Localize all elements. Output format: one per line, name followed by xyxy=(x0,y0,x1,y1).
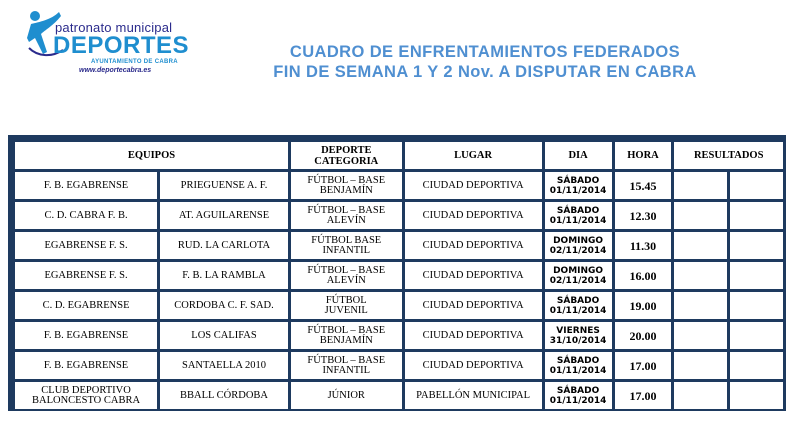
local-team xyxy=(15,382,157,409)
weekday: SÁBADO xyxy=(556,295,600,306)
table-row xyxy=(15,352,783,379)
local-team-line-1: CLUB DEPORTIVO xyxy=(41,384,131,396)
date: 01/11/2014 xyxy=(549,215,607,226)
weekday: SÁBADO xyxy=(556,205,600,216)
result-visitor xyxy=(730,352,783,379)
logo-line-1: patronato municipal xyxy=(55,20,173,35)
sport-category xyxy=(291,292,402,319)
match-day xyxy=(545,292,612,319)
venue: CIUDAD DEPORTIVA xyxy=(405,352,542,379)
result-visitor xyxy=(730,232,783,259)
local-team: F. B. EGABRENSE xyxy=(15,352,157,379)
result-visitor xyxy=(730,262,783,289)
visitor-team: BBALL CÓRDOBA xyxy=(160,382,288,409)
table-row xyxy=(15,382,783,409)
match-day xyxy=(545,382,612,409)
venue: CIUDAD DEPORTIVA xyxy=(405,292,542,319)
sport: FÚTBOL – BASE xyxy=(307,204,386,216)
sport: FÚTBOL – BASE xyxy=(307,324,386,336)
visitor-team: F. B. LA RAMBLA xyxy=(160,262,288,289)
header-lugar: LUGAR xyxy=(405,142,542,169)
result-local xyxy=(674,202,727,229)
logo-line-3: AYUNTAMIENTO DE CABRA xyxy=(91,59,178,65)
local-team: F. B. EGABRENSE xyxy=(15,172,157,199)
result-local xyxy=(674,262,727,289)
match-time: 16.00 xyxy=(615,262,672,289)
result-visitor xyxy=(730,172,783,199)
table-row xyxy=(15,292,783,319)
table-row xyxy=(15,172,783,199)
logo-website: www.deportecabra.es xyxy=(79,67,152,74)
result-local xyxy=(674,232,727,259)
table-row xyxy=(15,322,783,349)
weekday: VIERNES xyxy=(556,325,600,336)
category: BENJAMÍN xyxy=(319,184,373,196)
result-local xyxy=(674,352,727,379)
result-local xyxy=(674,172,727,199)
venue: CIUDAD DEPORTIVA xyxy=(405,172,542,199)
sport-category xyxy=(291,232,402,259)
date: 01/11/2014 xyxy=(549,305,607,316)
weekday: SÁBADO xyxy=(556,175,600,186)
date: 31/10/2014 xyxy=(549,335,607,346)
table-header xyxy=(15,142,783,169)
sport-category xyxy=(291,172,402,199)
match-day xyxy=(545,322,612,349)
local-team: C. D. EGABRENSE xyxy=(15,292,157,319)
result-visitor xyxy=(730,292,783,319)
date: 02/11/2014 xyxy=(549,245,607,256)
category: ALEVÍN xyxy=(326,274,366,286)
local-team: EGABRENSE F. S. xyxy=(15,262,157,289)
weekday: SÁBADO xyxy=(556,355,600,366)
header-categoria-label: CATEGORIA xyxy=(314,155,379,167)
result-local xyxy=(674,382,727,409)
sport: FÚTBOL – BASE xyxy=(307,354,386,366)
visitor-team: PRIEGUENSE A. F. xyxy=(160,172,288,199)
venue: CIUDAD DEPORTIVA xyxy=(405,262,542,289)
visitor-team: LOS CALIFAS xyxy=(160,322,288,349)
table-row xyxy=(15,202,783,229)
header-resultados: RESULTADOS xyxy=(674,142,783,169)
sport-category xyxy=(291,202,402,229)
fixtures-table xyxy=(12,139,786,412)
visitor-team: AT. AGUILARENSE xyxy=(160,202,288,229)
visitor-team: CORDOBA C. F. SAD. xyxy=(160,292,288,319)
match-day xyxy=(545,232,612,259)
table-row xyxy=(15,262,783,289)
sport: JÚNIOR xyxy=(327,389,365,401)
table-row xyxy=(15,232,783,259)
sport-category xyxy=(291,262,402,289)
category: INFANTIL xyxy=(322,244,371,256)
match-day xyxy=(545,262,612,289)
result-local xyxy=(674,292,727,319)
title-line-2: FIN DE SEMANA 1 Y 2 Nov. A DISPUTAR EN CABRA xyxy=(273,63,697,81)
title-line-1: CUADRO DE ENFRENTAMIENTOS FEDERADOS xyxy=(289,43,681,61)
venue: CIUDAD DEPORTIVA xyxy=(405,232,542,259)
sport: FÚTBOL – BASE xyxy=(307,174,386,186)
visitor-team: RUD. LA CARLOTA xyxy=(160,232,288,259)
match-day xyxy=(545,172,612,199)
venue: CIUDAD DEPORTIVA xyxy=(405,322,542,349)
category: JUVENIL xyxy=(324,304,368,316)
header-equipos: EQUIPOS xyxy=(15,142,288,169)
sport: FÚTBOL xyxy=(325,294,367,306)
match-time: 12.30 xyxy=(615,202,672,229)
category: INFANTIL xyxy=(322,364,371,376)
local-team: C. D. CABRA F. B. xyxy=(15,202,157,229)
venue: PABELLÓN MUNICIPAL xyxy=(405,382,542,409)
sport: FÚTBOL – BASE xyxy=(307,264,386,276)
header-hora: HORA xyxy=(615,142,672,169)
date: 02/11/2014 xyxy=(549,275,607,286)
match-time: 20.00 xyxy=(615,322,672,349)
match-day xyxy=(545,352,612,379)
match-time: 19.00 xyxy=(615,292,672,319)
result-visitor xyxy=(730,202,783,229)
local-team: F. B. EGABRENSE xyxy=(15,322,157,349)
sport: FÚTBOL BASE xyxy=(311,234,382,246)
header-dia: DIA xyxy=(545,142,612,169)
venue: CIUDAD DEPORTIVA xyxy=(405,202,542,229)
result-visitor xyxy=(730,382,783,409)
category: BENJAMÍN xyxy=(319,334,373,346)
date: 01/11/2014 xyxy=(549,365,607,376)
page-title xyxy=(220,42,750,82)
match-time: 17.00 xyxy=(615,352,672,379)
local-team: EGABRENSE F. S. xyxy=(15,232,157,259)
date: 01/11/2014 xyxy=(549,185,607,196)
match-day xyxy=(545,202,612,229)
result-visitor xyxy=(730,322,783,349)
weekday: DOMINGO xyxy=(553,235,604,246)
logo xyxy=(25,8,195,78)
header-deporte-label: DEPORTE xyxy=(321,144,372,156)
match-time: 15.45 xyxy=(615,172,672,199)
sport-category xyxy=(291,322,402,349)
sport-category xyxy=(291,352,402,379)
date: 01/11/2014 xyxy=(549,395,607,406)
match-time: 17.00 xyxy=(615,382,672,409)
weekday: DOMINGO xyxy=(553,265,604,276)
logo-line-2: DEPORTES xyxy=(53,32,190,59)
sport-category xyxy=(291,382,402,409)
weekday: SÁBADO xyxy=(556,385,600,396)
header-deporte xyxy=(291,142,402,169)
category: ALEVÍN xyxy=(326,214,366,226)
local-team-line-2: BALONCESTO CABRA xyxy=(32,394,141,406)
match-time: 11.30 xyxy=(615,232,672,259)
visitor-team: SANTAELLA 2010 xyxy=(160,352,288,379)
result-local xyxy=(674,322,727,349)
